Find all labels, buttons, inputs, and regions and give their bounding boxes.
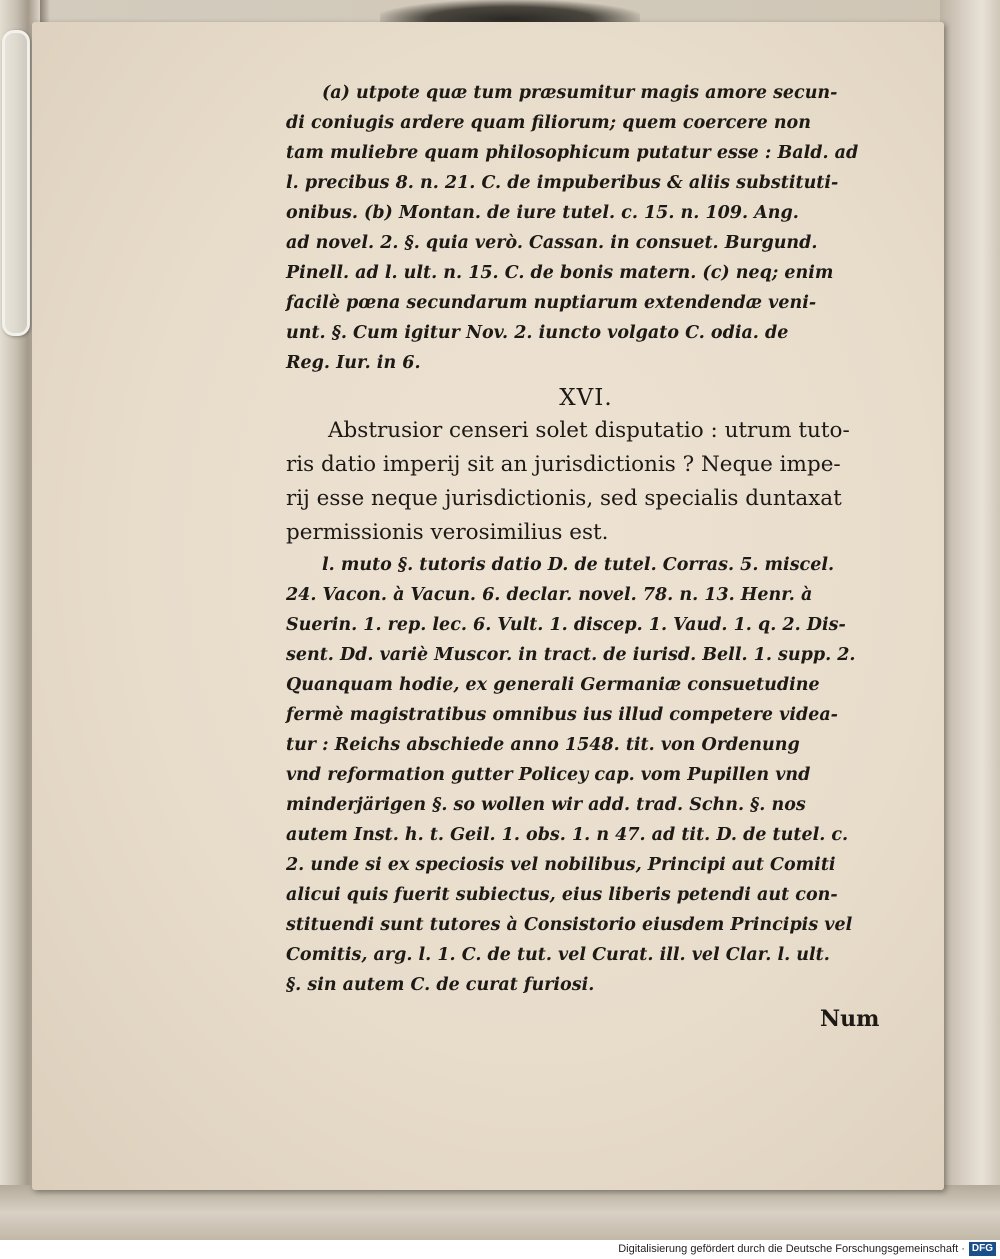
footnotes <box>286 78 886 378</box>
footnote-line: l. precibus 8. n. 21. C. de impuberibus & aliis substituti- <box>286 173 839 193</box>
note-line: fermè magistratibus omnibus ius illud competere videa- <box>286 705 838 725</box>
note-line: Suerin. 1. rep. lec. 6. Vult. 1. discep. 1. Vaud. 1. q. 2. Dis- <box>286 615 846 635</box>
dfg-logo-icon: DFG <box>969 1242 996 1256</box>
footnote-line: facilè pœna secundarum nuptiarum extendendæ veni- <box>286 293 817 313</box>
thesis-notes <box>286 550 886 1000</box>
note-line: 2. unde si ex speciosis vel nobilibus, Principi aut Comiti <box>286 855 836 875</box>
section-number: XVI. <box>559 385 613 411</box>
note-line: stituendi sunt tutores à Consistorio eiusdem Principis vel <box>286 915 853 935</box>
note-line: tur : Reichs abschiede anno 1548. tit. von Ordenung <box>286 735 800 755</box>
book-page <box>32 22 944 1190</box>
footer-credit: Digitalisierung gefördert durch die Deutsche Forschungsgemeinschaft <box>618 1243 959 1255</box>
note-line: l. muto §. tutoris datio D. de tutel. Corras. 5. miscel. <box>322 555 835 575</box>
note-line: minderjärigen §. so wollen wir add. trad. Schn. §. nos <box>286 795 806 815</box>
bottom-page-edge <box>0 1185 1000 1240</box>
note-line: 24. Vacon. à Vacun. 6. declar. novel. 78. n. 13. Henr. à <box>286 585 813 605</box>
page-text <box>286 78 886 1000</box>
note-line: §. sin autem C. de curat furiosi. <box>286 975 595 995</box>
footer-separator: · <box>961 1243 965 1255</box>
note-line: sent. Dd. variè Muscor. in tract. de iurisd. Bell. 1. supp. 2. <box>286 645 856 665</box>
footer-bar <box>0 1240 1000 1259</box>
footnote-line: Reg. Iur. in 6. <box>286 353 421 373</box>
catchword: Num <box>820 1006 880 1032</box>
footnote-line: tam muliebre quam philosophicum putatur esse : Bald. ad <box>286 143 859 163</box>
thesis-line: ris datio imperij sit an jurisdictionis ? Neque impe- <box>286 452 841 477</box>
note-line: vnd reformation gutter Policey cap. vom Pupillen vnd <box>286 765 811 785</box>
footnote-line: unt. §. Cum igitur Nov. 2. iuncto volgato C. odia. de <box>286 323 789 343</box>
footnote-line: onibus. (b) Montan. de iure tutel. c. 15. n. 109. Ang. <box>286 203 799 223</box>
note-line: autem Inst. h. t. Geil. 1. obs. 1. n 47. ad tit. D. de tutel. c. <box>286 825 849 845</box>
thesis-line: Abstrusior censeri solet disputatio : utrum tuto- <box>328 418 850 443</box>
note-line: Quanquam hodie, ex generali Germaniæ consuetudine <box>286 675 820 695</box>
footnote-line: Pinell. ad l. ult. n. 15. C. de bonis matern. (c) neq; enim <box>286 263 834 283</box>
footnote-line: (a) utpote quæ tum præsumitur magis amore secun- <box>322 83 838 103</box>
note-line: alicui quis fuerit subiectus, eius liberis petendi aut con- <box>286 885 838 905</box>
page-clip-icon <box>2 30 30 336</box>
right-page-edge <box>940 0 1000 1240</box>
footnote-line: ad novel. 2. §. quia verò. Cassan. in consuet. Burgund. <box>286 233 818 253</box>
thesis-line: permissionis verosimilius est. <box>286 520 609 545</box>
note-line: Comitis, arg. l. 1. C. de tut. vel Curat. ill. vel Clar. l. ult. <box>286 945 830 965</box>
footnote-line: di coniugis ardere quam filiorum; quem coercere non <box>286 113 811 133</box>
thesis-line: rij esse neque jurisdictionis, sed specialis duntaxat <box>286 486 842 511</box>
thesis <box>286 414 886 550</box>
